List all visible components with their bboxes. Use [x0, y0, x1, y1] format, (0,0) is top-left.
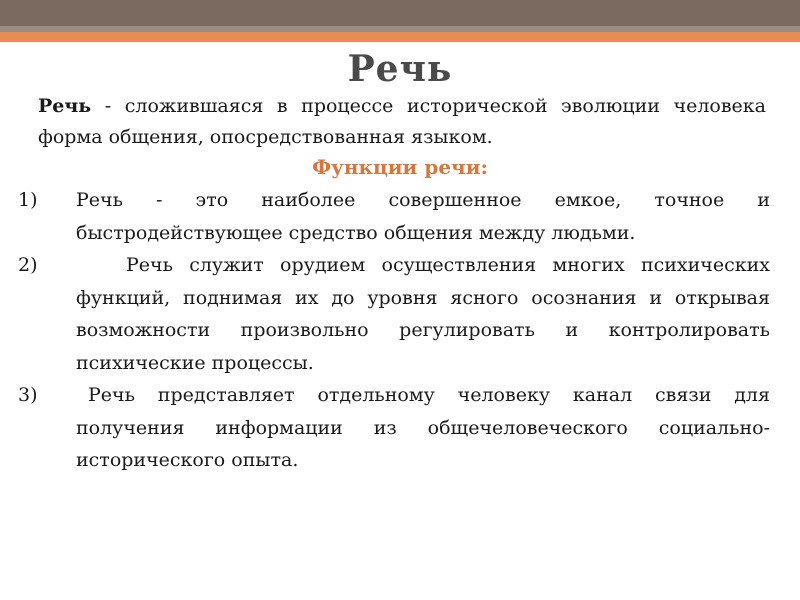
definition-text: - сложившаяся в процессе исторической эволюции человека форма общения, опосредствованная языком.	[38, 95, 766, 148]
list-text: Речь - это наиболее совершенное емкое, точное и быстродействующее средство общения между людьми.	[76, 189, 770, 244]
list-text: Речь служит орудием осуществления многих психических функций, поднимая их до уровня ясного осознания и открывая возможности произвольно регулировать и контролировать психические процессы.	[76, 254, 770, 374]
list-item	[18, 379, 770, 477]
header-band	[0, 0, 800, 26]
list-number: 3)	[18, 384, 38, 406]
accent-bar	[0, 32, 800, 42]
functions-list	[18, 184, 770, 477]
list-item	[18, 249, 770, 379]
list-item	[18, 184, 770, 249]
functions-subtitle: Функции речи:	[312, 155, 488, 179]
definition-term: Речь	[38, 95, 92, 117]
definition-paragraph	[38, 91, 766, 153]
list-number: 2)	[18, 254, 38, 276]
list-number: 1)	[18, 189, 38, 211]
slide-title: Речь	[347, 48, 453, 90]
list-text: Речь представляет отдельному человеку канал связи для получения информации из общечеловеческого социально-исторического опыта.	[76, 384, 770, 471]
